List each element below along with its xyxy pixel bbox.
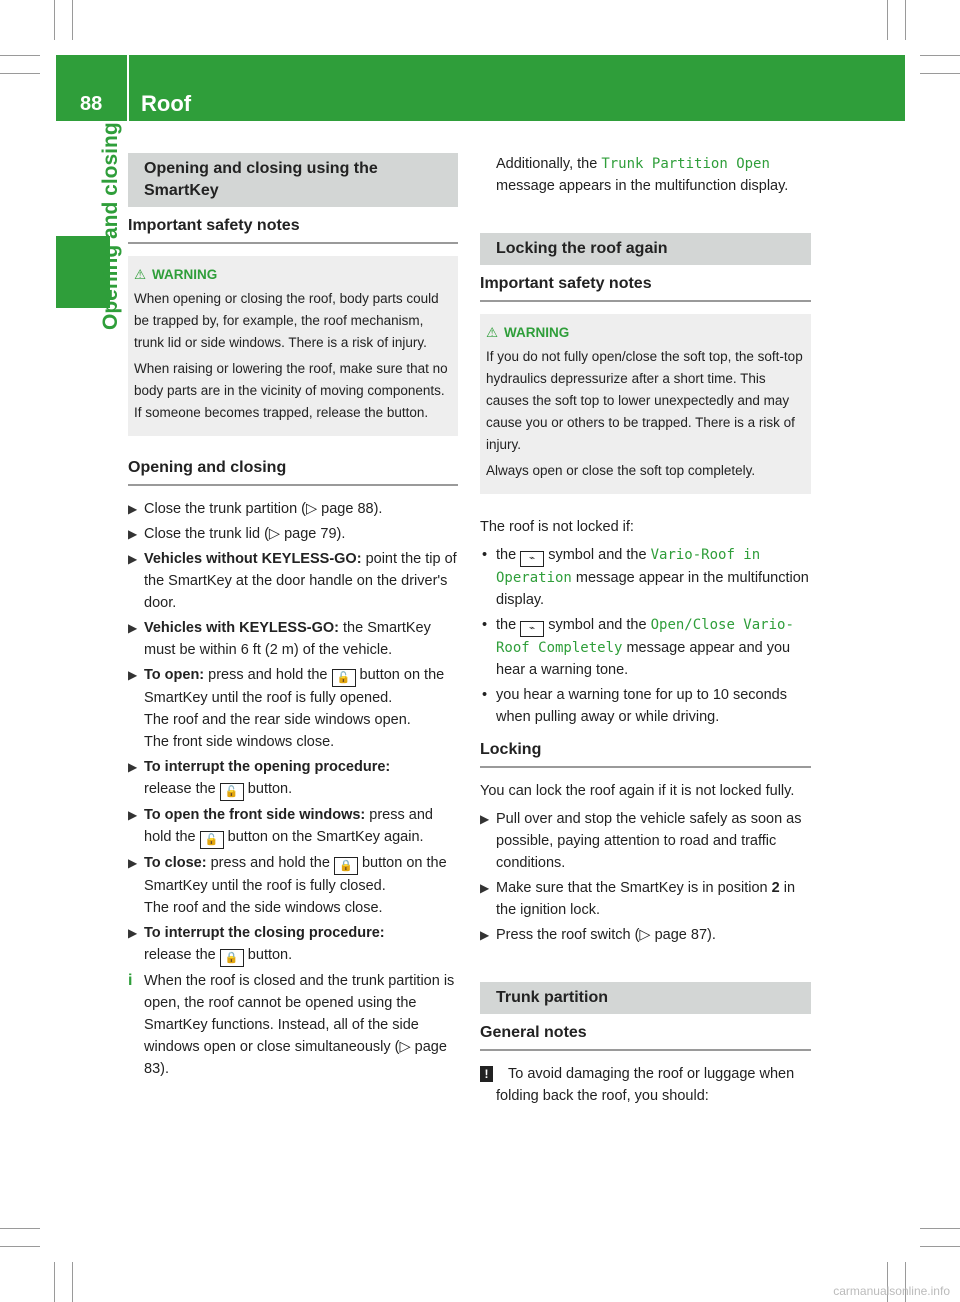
arrow-icon: ▶ [128,760,138,774]
lock-icon: 🔒 [220,949,244,967]
warning-title: ⚠ WARNING [486,322,803,344]
crop-mark [54,0,55,40]
header-separator [127,55,129,121]
warning-text: When opening or closing the roof, body parts could be trapped by, for example, the roof mechanism, trunk lid or side windows. There is a risk of injury. [134,291,439,350]
arrow-icon: ▶ [480,928,490,942]
crop-mark [920,55,960,56]
safety-heading: Important safety notes [128,216,458,244]
crop-mark [0,1228,40,1229]
arrow-icon: ▶ [128,926,138,940]
bullet-item: • the ⌁ symbol and the Vario-Roof in Operation message appear in the multifunction display. [482,547,809,608]
warning-box [480,314,811,494]
caution-note: ! To avoid damaging the roof or luggage when folding back the roof, you should: [480,1063,811,1107]
warning-icon: ⚠ [134,267,147,282]
section-subheading: Opening and closing [128,458,458,486]
crop-mark [920,73,960,74]
arrow-icon: ▶ [128,856,138,870]
crop-mark [905,0,906,40]
bullet-item: • the ⌁ symbol and the Open/Close Vario-Roof Completely message appear and you hear a warning tone. [482,617,794,678]
step-item: ▶ Close the trunk lid (▷ page 79). [128,523,458,545]
step-item: ▶ To close: press and hold the 🔒 button on the SmartKey until the roof is fully closed. The roof and the side windows close. [128,852,458,919]
crop-mark [72,1262,73,1302]
warning-box [128,256,458,436]
roof-warning-icon: ⌁ [520,551,544,567]
unlock-icon: 🔓 [220,783,244,801]
section-title: Trunk partition [480,982,811,1014]
left-column [128,153,458,1083]
step-item: ▶ Vehicles without KEYLESS-GO: point the tip of the SmartKey at the door handle on the driver's door. [128,548,458,614]
paragraph: You can lock the roof again if it is not locked fully. [480,783,795,799]
display-message: Vario-Roof in Operation [496,547,761,586]
arrow-icon: ▶ [128,502,138,516]
intro-paragraph: Additionally, the Trunk Partition Open message appears in the multifunction display. [496,156,789,194]
info-icon: i [128,972,133,989]
step-item: ▶ Press the roof switch (▷ page 87). [480,924,811,946]
right-column [480,153,811,1113]
step-item: ▶ To interrupt the closing procedure: release the 🔒 button. [128,922,458,967]
page-title: Roof [141,91,192,116]
warning-icon: ⚠ [486,325,499,340]
paragraph: The roof is not locked if: [480,519,634,535]
page-number: 88 [80,93,103,115]
locking-heading: Locking [480,740,811,768]
arrow-icon: ▶ [480,812,490,826]
step-item: ▶ Make sure that the SmartKey is in position 2 in the ignition lock. [480,877,811,921]
crop-mark [920,1228,960,1229]
lock-icon: 🔒 [334,857,358,875]
arrow-icon: ▶ [128,808,138,822]
crop-mark [0,1246,40,1247]
roof-warning-icon: ⌁ [520,621,544,637]
crop-mark [0,55,40,56]
arrow-icon: ▶ [128,621,138,635]
unlock-icon: 🔓 [332,669,356,687]
warning-text: When raising or lowering the roof, make sure that no body parts are in the vicinity of moving components. If someone becomes trapped, release the button. [134,361,448,420]
step-item: ▶ Close the trunk partition (▷ page 88). [128,498,458,520]
info-note: i When the roof is closed and the trunk partition is open, the roof cannot be opened using the SmartKey functions. Instead, all of the side windows open or close simultaneously (▷ page 83). [128,972,455,1077]
watermark: carmanualsonline.info [833,1284,950,1298]
chapter-label: Opening and closing [99,122,122,330]
warning-title: ⚠ WARNING [134,264,450,286]
crop-mark [54,1262,55,1302]
unlock-icon: 🔓 [200,831,224,849]
crop-mark [887,0,888,40]
step-item: ▶ To interrupt the opening procedure: release the 🔓 button. [128,756,458,801]
arrow-icon: ▶ [128,668,138,682]
section-title: Opening and closing using the SmartKey [128,153,458,207]
arrow-icon: ▶ [480,881,490,895]
step-item: ▶ To open: press and hold the 🔓 button on the SmartKey until the roof is fully opened. The roof and the rear side windows open. The front side windows close. [128,664,458,753]
arrow-icon: ▶ [128,552,138,566]
safety-heading: Important safety notes [480,274,811,302]
crop-mark [72,0,73,40]
arrow-icon: ▶ [128,527,138,541]
display-message: Open/Close Vario-Roof Completely [496,617,794,656]
step-item: ▶ Pull over and stop the vehicle safely as soon as possible, paying attention to road and traffic conditions. [480,808,811,874]
crop-mark [920,1246,960,1247]
bullet-item: • you hear a warning tone for up to 10 seconds when pulling away or while driving. [482,687,787,725]
step-item: ▶ To open the front side windows: press and hold the 🔓 button on the SmartKey again. [128,804,458,849]
warning-text: If you do not fully open/close the soft top, the soft-top hydraulics depressurize after a short time. This causes the soft top to lower unexpectedly and may cause you or others to be trapped. There is a risk of injury. [486,349,803,452]
crop-mark [0,73,40,74]
section-title: Locking the roof again [480,233,811,265]
step-item: ▶ Vehicles with KEYLESS-GO: the SmartKey must be within 6 ft (2 m) of the vehicle. [128,617,458,661]
display-message: Trunk Partition Open [601,156,770,172]
caution-icon: ! [480,1066,493,1082]
warning-text: Always open or close the soft top completely. [486,463,756,478]
general-notes-heading: General notes [480,1023,811,1051]
